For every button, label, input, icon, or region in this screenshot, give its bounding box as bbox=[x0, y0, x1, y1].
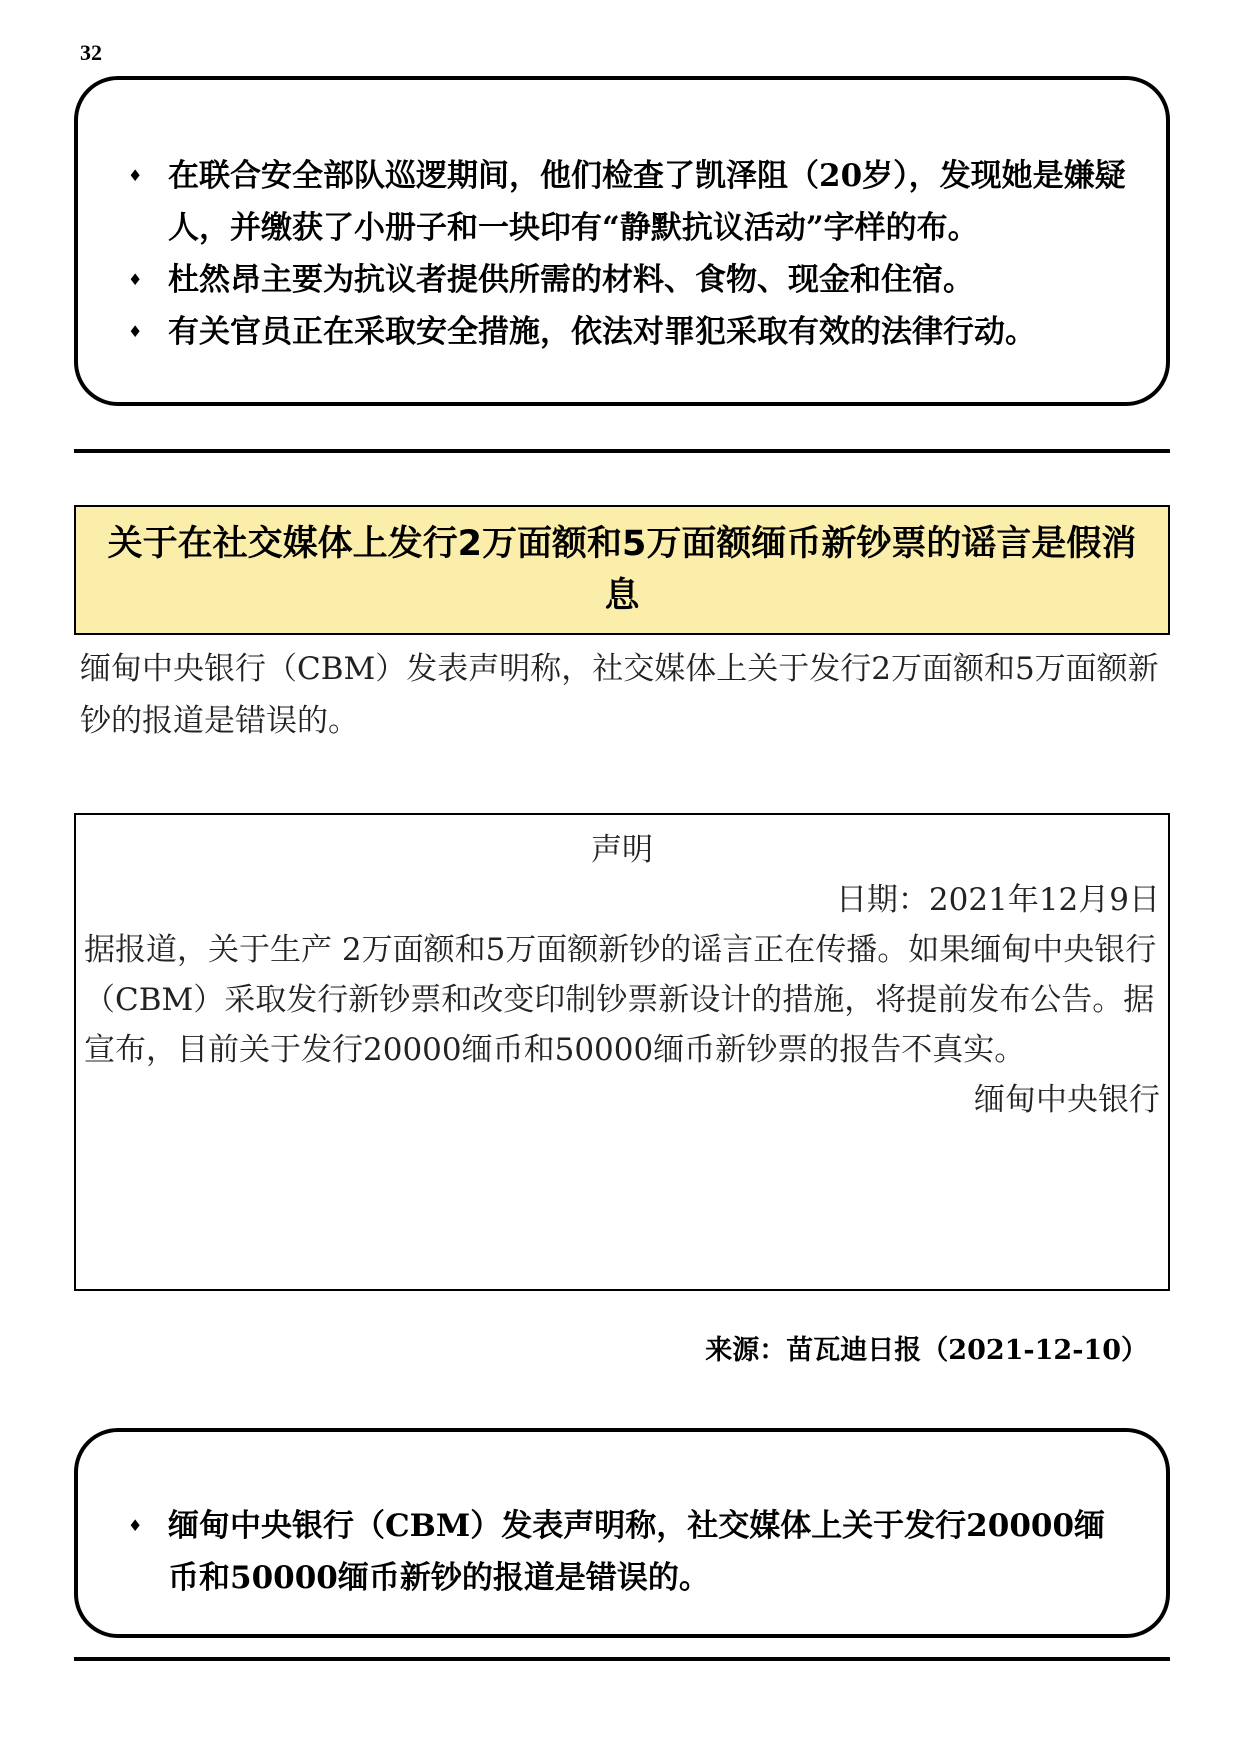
summary-text: 在联合安全部队巡逻期间，他们检查了凯泽阻（20岁），发现她是嫌疑人，并缴获了小册子和一块印有“静默抗议活动”字样的布。 bbox=[168, 158, 1126, 246]
section-divider bbox=[74, 449, 1170, 453]
summary-list-item bbox=[122, 1500, 1126, 1604]
headline-banner bbox=[74, 505, 1170, 635]
headline: 关于在社交媒体上发行2万面额和5万面额缅币新钞票的谣言是假消息 bbox=[107, 524, 1137, 616]
summary-text: 杜然昂主要为抗议者提供所需的材料、食物、现金和住宿。 bbox=[168, 262, 974, 298]
statement-body: 据报道，关于生产 2万面额和5万面额新钞的谣言正在传播。如果缅甸中央银行（CBM）采取发行新钞票和改变印制钞票新设计的措施，将提前发布公告。据宣布，目前关于发行20000缅币和50000缅币新钞票的报告不真实。 bbox=[84, 932, 1157, 1068]
summary-text: 有关官员正在采取安全措施，依法对罪犯采取有效的法律行动。 bbox=[168, 314, 1036, 350]
statement-title: 声明 bbox=[591, 832, 653, 868]
diamond-bullet-icon: ♦ bbox=[128, 166, 143, 185]
summary-list bbox=[122, 150, 1126, 358]
diamond-bullet-icon: ♦ bbox=[128, 1516, 143, 1535]
summary-list-item bbox=[122, 150, 1126, 254]
statement-box bbox=[74, 813, 1170, 1291]
page-number: 32 bbox=[80, 40, 102, 65]
summary-list-item bbox=[122, 306, 1126, 358]
summary-list bbox=[122, 1500, 1126, 1604]
summary-text: 缅甸中央银行（CBM）发表声明称，社交媒体上关于发行20000缅币和50000缅币新钞的报道是错误的。 bbox=[168, 1508, 1106, 1596]
statement-date: 日期：2021年12月9日 bbox=[835, 882, 1160, 918]
summary-box-top bbox=[74, 76, 1170, 406]
intro-paragraph: 缅甸中央银行（CBM）发表声明称，社交媒体上关于发行2万面额和5万面额新钞的报道是错误的。 bbox=[80, 651, 1159, 739]
summary-box-bottom bbox=[74, 1428, 1170, 1638]
summary-list-item bbox=[122, 254, 1126, 306]
diamond-bullet-icon: ♦ bbox=[128, 322, 143, 341]
source-citation: 来源：苗瓦迪日报（2021-12-10） bbox=[705, 1335, 1148, 1366]
diamond-bullet-icon: ♦ bbox=[128, 270, 143, 289]
section-divider bbox=[74, 1657, 1170, 1661]
statement-signer: 缅甸中央银行 bbox=[974, 1082, 1160, 1118]
